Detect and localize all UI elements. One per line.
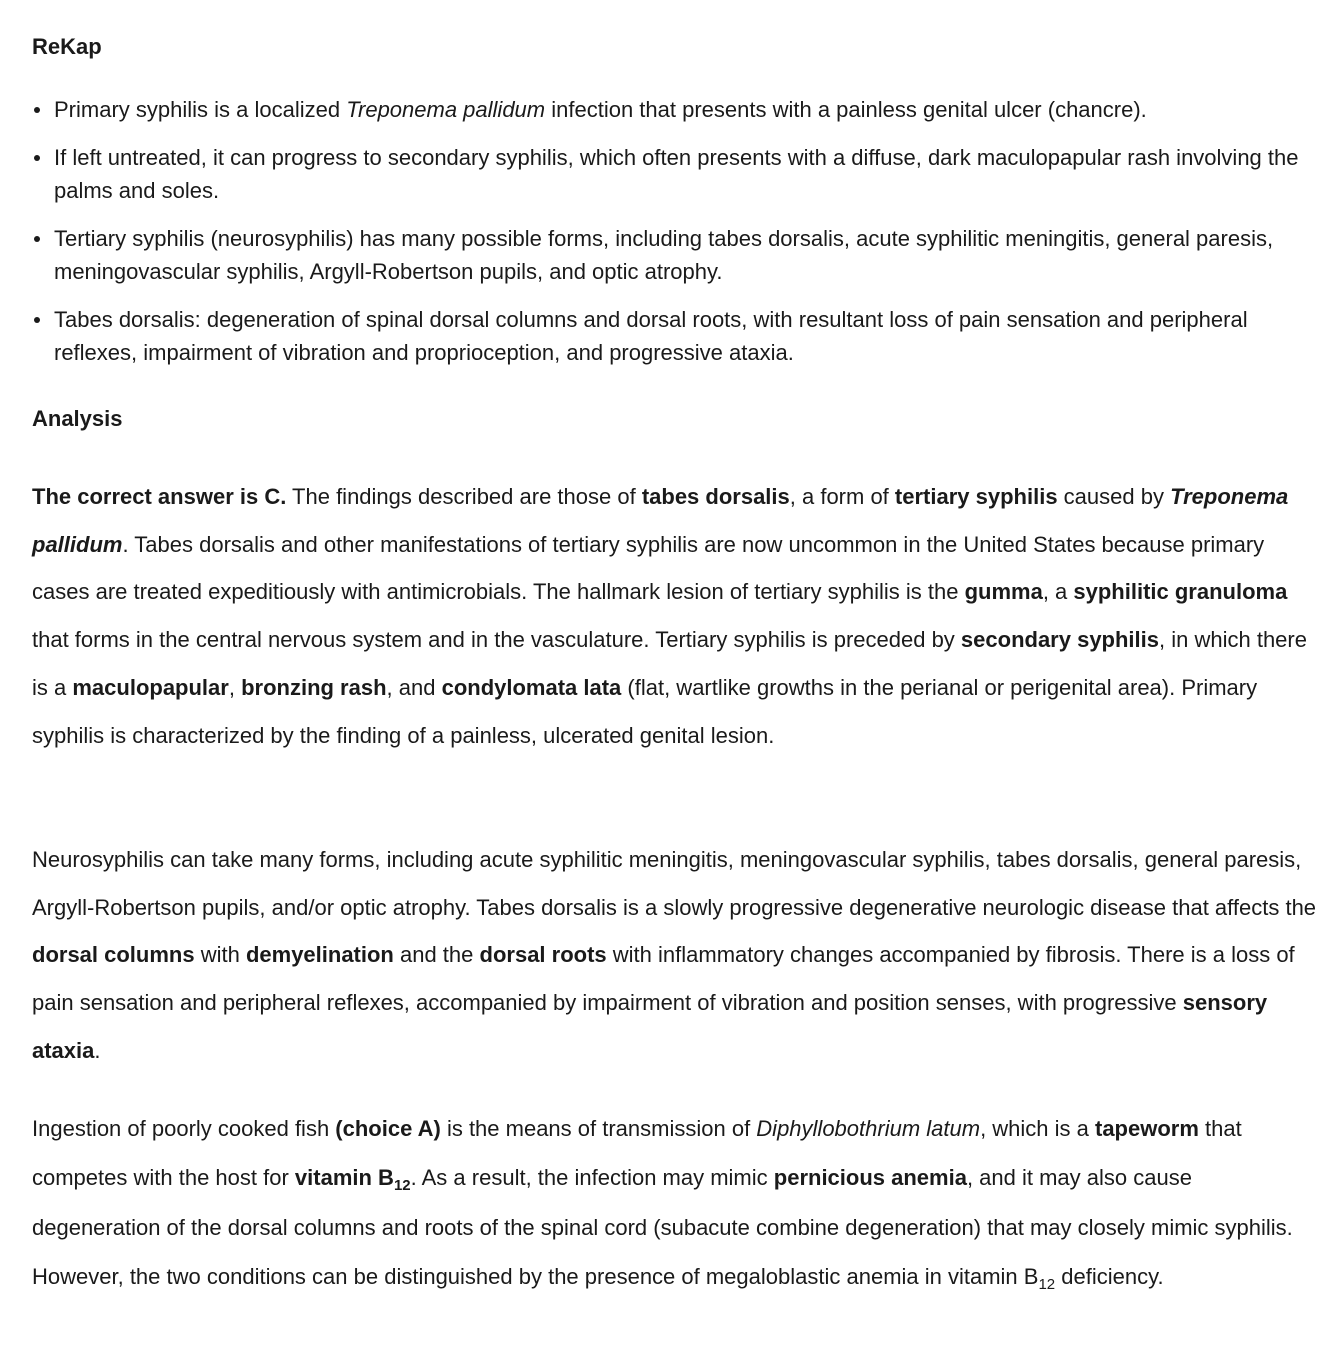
text-run: that forms in the central nervous system and in the vasculature. Tertiary syphilis is preceded by xyxy=(32,627,961,653)
text-run: , a xyxy=(1042,579,1074,605)
text-run: that competes with the host for xyxy=(32,1116,1242,1191)
rekap-heading: ReKap xyxy=(32,34,102,59)
analysis-paragraph-choice-a xyxy=(32,1104,1322,1301)
rekap-bullet-list xyxy=(32,93,1322,384)
key-term: demyelination xyxy=(245,942,394,968)
bullet-text: If left untreated, it can progress to secondary syphilis, which often presents with a diffuse, dark maculopapular rash involving the palms and soles. xyxy=(54,145,1299,203)
organism-name: Diphyllobothrium latum xyxy=(756,1116,981,1141)
key-term: tabes dorsalis xyxy=(641,484,790,509)
key-term: sensory ataxia xyxy=(32,990,1268,1063)
analysis-paragraph-answer xyxy=(32,473,1322,759)
rekap-bullet xyxy=(32,222,1322,288)
bullet-text: Tabes dorsalis: degeneration of spinal dorsal columns and dorsal roots, with resultant loss of pain sensation and peripheral reflexes, impairment of vibration and proprioception, and progressive ataxia. xyxy=(54,307,1248,365)
key-term: condylomata lata xyxy=(441,674,622,700)
rekap-bullet xyxy=(32,303,1322,369)
key-term: tertiary syphilis xyxy=(894,484,1058,509)
key-term: tapeworm xyxy=(1095,1116,1199,1141)
rekap-bullet xyxy=(32,93,1322,126)
key-term: bronzing rash xyxy=(241,674,387,700)
text-run: deficiency. xyxy=(1055,1263,1164,1289)
text-run: , which is a xyxy=(980,1116,1095,1141)
bullet-text: infection that presents with a painless genital ulcer (chancre). xyxy=(545,97,1147,122)
text-run: . Tabes dorsalis and other manifestations of tertiary syphilis are now uncommon in the United States because primary cases are treated expeditiously with antimicrobials. The hallmark lesion of tertiary syphilis is the xyxy=(32,531,1265,605)
text-run: caused by xyxy=(1057,484,1171,509)
key-term: dorsal columns xyxy=(32,942,195,968)
correct-answer-statement: The correct answer is C. xyxy=(32,484,287,509)
text-run: Ingestion of poorly cooked fish xyxy=(32,1116,336,1141)
key-term xyxy=(294,1165,411,1195)
text-run: , xyxy=(228,674,242,700)
organism-name: Treponema pallidum xyxy=(32,484,1289,557)
analysis-heading: Analysis xyxy=(32,406,123,431)
text-run: and the xyxy=(393,942,480,968)
text-run: The findings described are those of xyxy=(286,484,642,509)
text-run: is the means of transmission of xyxy=(440,1116,757,1141)
subscript: 12 xyxy=(1038,1275,1056,1293)
text-run: , and xyxy=(386,674,442,700)
rekap-bullet xyxy=(32,141,1322,207)
text-run: with inflammatory changes accompanied by fibrosis. There is a loss of pain sensation and peripheral reflexes, accompanied by impairment of vibration and position senses, with progressive xyxy=(32,942,1295,1016)
text-run: . xyxy=(94,1037,101,1063)
key-term: pernicious anemia xyxy=(773,1165,967,1191)
analysis-paragraph-neurosyphilis xyxy=(32,836,1322,1075)
bullet-text: Primary syphilis is a localized xyxy=(54,97,347,122)
text-run: with xyxy=(194,942,246,968)
key-term: gumma xyxy=(964,579,1043,605)
key-term: secondary syphilis xyxy=(960,627,1160,653)
text-run: , and it may also cause degeneration of the dorsal columns and roots of the spinal cord (subacute combine degeneration) that may closely mimic syphilis. However, the two conditions can be distinguished by the presence of megaloblastic anemia in vitamin B xyxy=(32,1165,1293,1289)
key-term: dorsal roots xyxy=(479,942,607,968)
text-run: (flat, wartlike growths in the perianal or perigenital area). Primary syphilis is characterized by the finding of a painless, ulcerated genital lesion. xyxy=(32,674,1258,748)
choice-reference: (choice A) xyxy=(335,1116,441,1141)
key-term: syphilitic granuloma xyxy=(1073,579,1288,605)
text-run: . As a result, the infection may mimic xyxy=(410,1165,774,1191)
key-term-text: vitamin B xyxy=(294,1165,394,1191)
text-run: , in which there is a xyxy=(32,627,1307,700)
subscript: 12 xyxy=(393,1177,411,1195)
organism-name: Treponema pallidum xyxy=(346,97,546,122)
key-term: maculopapular xyxy=(72,674,229,700)
text-run: , a form of xyxy=(789,484,895,509)
bullet-text: Tertiary syphilis (neurosyphilis) has many possible forms, including tabes dorsalis, acute syphilitic meningitis, general paresis, meningovascular syphilis, Argyll-Robertson pupils, and optic atrophy. xyxy=(54,226,1274,284)
text-run: Neurosyphilis can take many forms, including acute syphilitic meningitis, meningovascular syphilis, tabes dorsalis, general paresis, Argyll-Robertson pupils, and/or optic atrophy. Tabes dorsalis is a slowly progressive degenerative neurologic disease that affects the xyxy=(32,847,1317,920)
